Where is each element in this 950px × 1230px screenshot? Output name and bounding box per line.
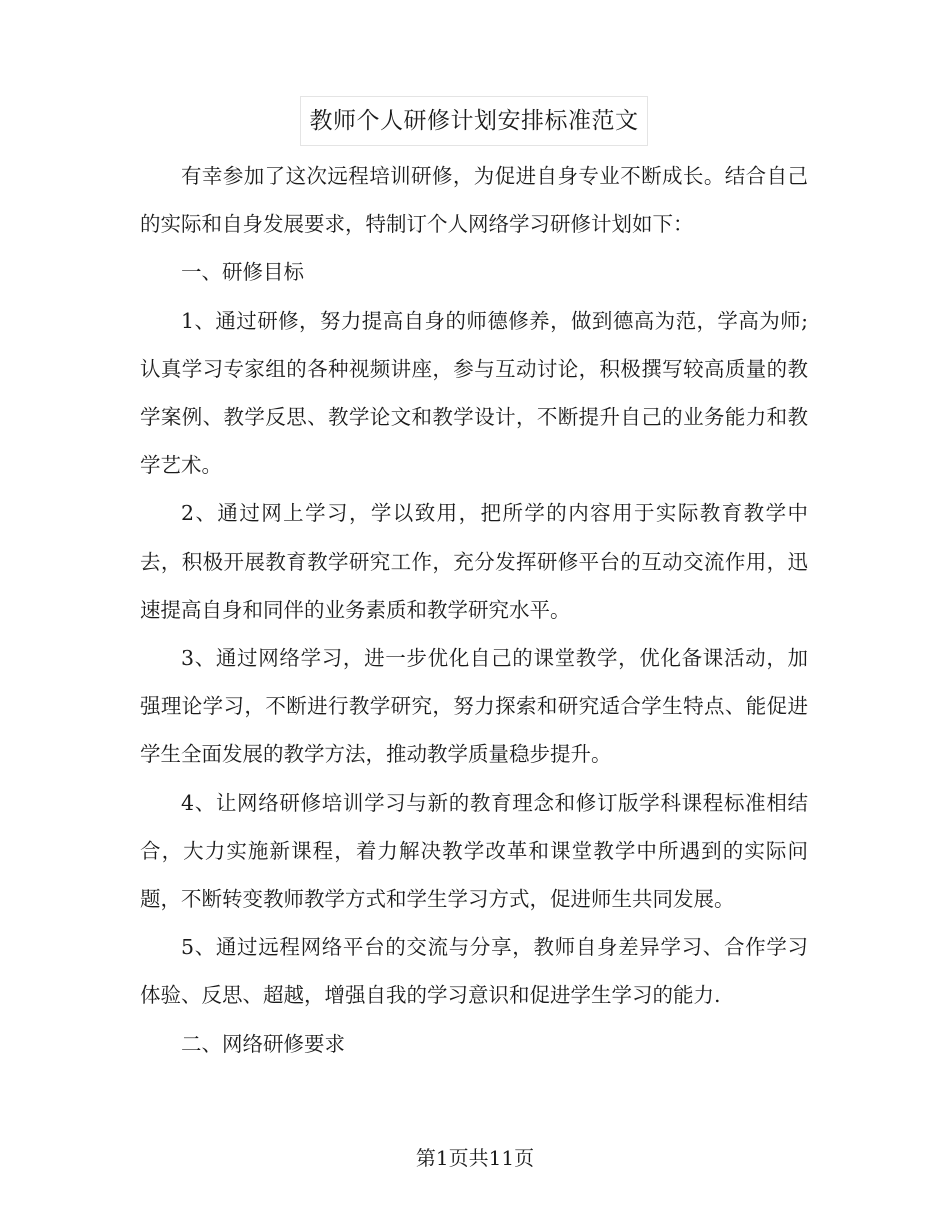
section-heading-goals: 一、研修目标 xyxy=(181,260,304,285)
title-box xyxy=(300,96,648,146)
paragraph-intro: 有幸参加了这次远程培训研修，为促进自身专业不断成长。结合自己的实际和自身发展要求，特制订个人网络学习研修计划如下： xyxy=(140,164,808,237)
page-number: 第1页共11页 xyxy=(415,1146,535,1170)
document-body xyxy=(140,152,808,1068)
paragraph-goal-5: 5、通过远程网络平台的交流与分享，教师自身差异学习、合作学习体验、反思、超越，增强自我的学习意识和促进学生学习的能力. xyxy=(140,935,808,1008)
paragraph-goal-2: 2、通过网上学习，学以致用，把所学的内容用于实际教育教学中去，积极开展教育教学研究工作，充分发挥研修平台的互动交流作用，迅速提高自身和同伴的业务素质和教学研究水平。 xyxy=(140,501,808,622)
paragraph-goal-1: 1、通过研修，努力提高自身的师德修养，做到德高为范，学高为师;认真学习专家组的各种视频讲座，参与互动讨论，积极撰写较高质量的教学案例、教学反思、教学论文和教学设计，不断提升自己的业务能力和教学艺术。 xyxy=(140,308,808,478)
section-heading-requirements: 二、网络研修要求 xyxy=(181,1031,345,1056)
paragraph-goal-4: 4、让网络研修培训学习与新的教育理念和修订版学科课程标准相结合，大力实施新课程，着力解决教学改革和课堂教学中所遇到的实际问题，不断转变教师教学方式和学生学习方式，促进师生共同发展。 xyxy=(140,790,808,912)
paragraph-goal-3: 3、通过网络学习，进一步优化自己的课堂教学，优化备课活动，加强理论学习，不断进行教学研究，努力探索和研究适合学生特点、能促进学生全面发展的教学方法，推动教学质量稳步提升。 xyxy=(140,646,808,767)
document-title: 教师个人研修计划安排标准范文 xyxy=(309,107,639,134)
